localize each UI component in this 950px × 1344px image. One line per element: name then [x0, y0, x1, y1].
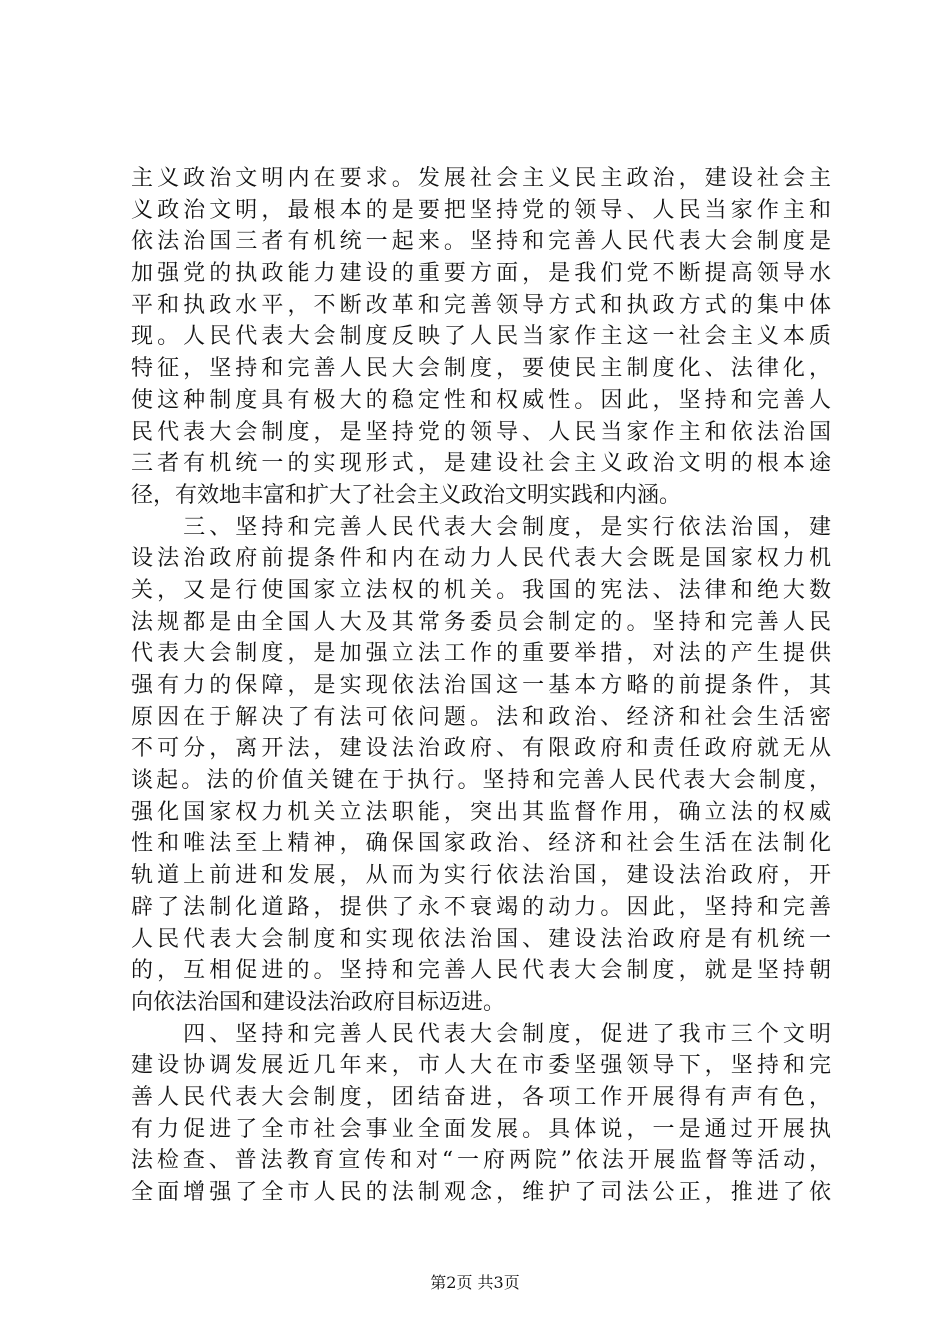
text-line: 三、坚持和完善人民代表大会制度，是实行依法治国，建 — [131, 514, 831, 540]
text-line: 建设协调发展近几年来，市人大在市委坚强领导下，坚持和完 — [131, 1053, 831, 1079]
text-line: 关，又是行使国家立法权的机关。我国的宪法、法律和绝大数 — [131, 577, 831, 603]
text-line: 主义政治文明内在要求。发展社会主义民主政治，建设社会主 — [131, 166, 831, 191]
text-line: 代表大会制度，是加强立法工作的重要举措，对法的产生提供 — [131, 641, 831, 667]
text-line: 义政治文明，最根本的是要把坚持党的领导、人民当家作主和 — [131, 197, 831, 223]
text-line: 性和唯法至上精神，确保国家政治、经济和社会生活在法制化 — [131, 831, 831, 857]
page-footer: 第2页 共3页 — [430, 1273, 520, 1292]
text-line: 人民代表大会制度和实现依法治国、建设法治政府是有机统一 — [131, 926, 831, 952]
text-line: 民代表大会制度，是坚持党的领导、人民当家作主和依法治国 — [131, 419, 831, 445]
text-line: 谈起。法的价值关键在于执行。坚持和完善人民代表大会制度， — [131, 768, 831, 794]
text-line: 全面增强了全市人民的法制观念，维护了司法公正，推进了依 — [131, 1180, 831, 1205]
text-line: 现。人民代表大会制度反映了人民当家作主这一社会主义本质 — [131, 324, 831, 350]
text-line: 四、坚持和完善人民代表大会制度，促进了我市三个文明 — [131, 1021, 831, 1047]
text-line: 加强党的执政能力建设的重要方面，是我们党不断提高领导水 — [131, 261, 831, 287]
text-line: 特征，坚持和完善人民大会制度，要使民主制度化、法律化， — [131, 356, 831, 382]
text-line: 辟了法制化道路，提供了永不衰竭的动力。因此，坚持和完善 — [131, 894, 831, 920]
text-line: 有力促进了全市社会事业全面发展。具体说，一是通过开展执 — [131, 1116, 831, 1142]
text-line: 原因在于解决了有法可依问题。法和政治、经济和社会生活密 — [131, 704, 831, 730]
text-line: 的，互相促进的。坚持和完善人民代表大会制度，就是坚持朝 — [131, 958, 831, 984]
text-line: 依法治国三者有机统一起来。坚持和完善人民代表大会制度是 — [131, 229, 831, 255]
text-line: 强有力的保障，是实现依法治国这一基本方略的前提条件，其 — [131, 673, 831, 698]
text-line: 轨道上前进和发展，从而为实行依法治国，建设法治政府，开 — [131, 863, 831, 889]
text-line: 法检查、普法教育宣传和对“一府两院”依法开展监督等活动， — [131, 1148, 831, 1174]
text-line: 三者有机统一的实现形式，是建设社会主义政治文明的根本途 — [131, 451, 831, 477]
body-text — [131, 163, 831, 1209]
text-line: 平和执政水平，不断改革和完善领导方式和执政方式的集中体 — [131, 292, 831, 318]
text-line: 法规都是由全国人大及其常务委员会制定的。坚持和完善人民 — [131, 609, 831, 635]
text-line: 不可分，离开法，建设法治政府、有限政府和责任政府就无从 — [131, 736, 831, 762]
text-line: 强化国家权力机关立法职能，突出其监督作用，确立法的权威 — [131, 799, 831, 825]
text-line: 设法治政府前提条件和内在动力人民代表大会既是国家权力机 — [131, 546, 831, 572]
text-line: 径，有效地丰富和扩大了社会主义政治文明实践和内涵。 — [131, 482, 682, 508]
text-line: 向依法治国和建设法治政府目标迈进。 — [131, 989, 506, 1015]
text-line: 善人民代表大会制度，团结奋进，各项工作开展得有声有色， — [131, 1084, 831, 1110]
text-line: 使这种制度具有极大的稳定性和权威性。因此，坚持和完善人 — [131, 387, 831, 413]
